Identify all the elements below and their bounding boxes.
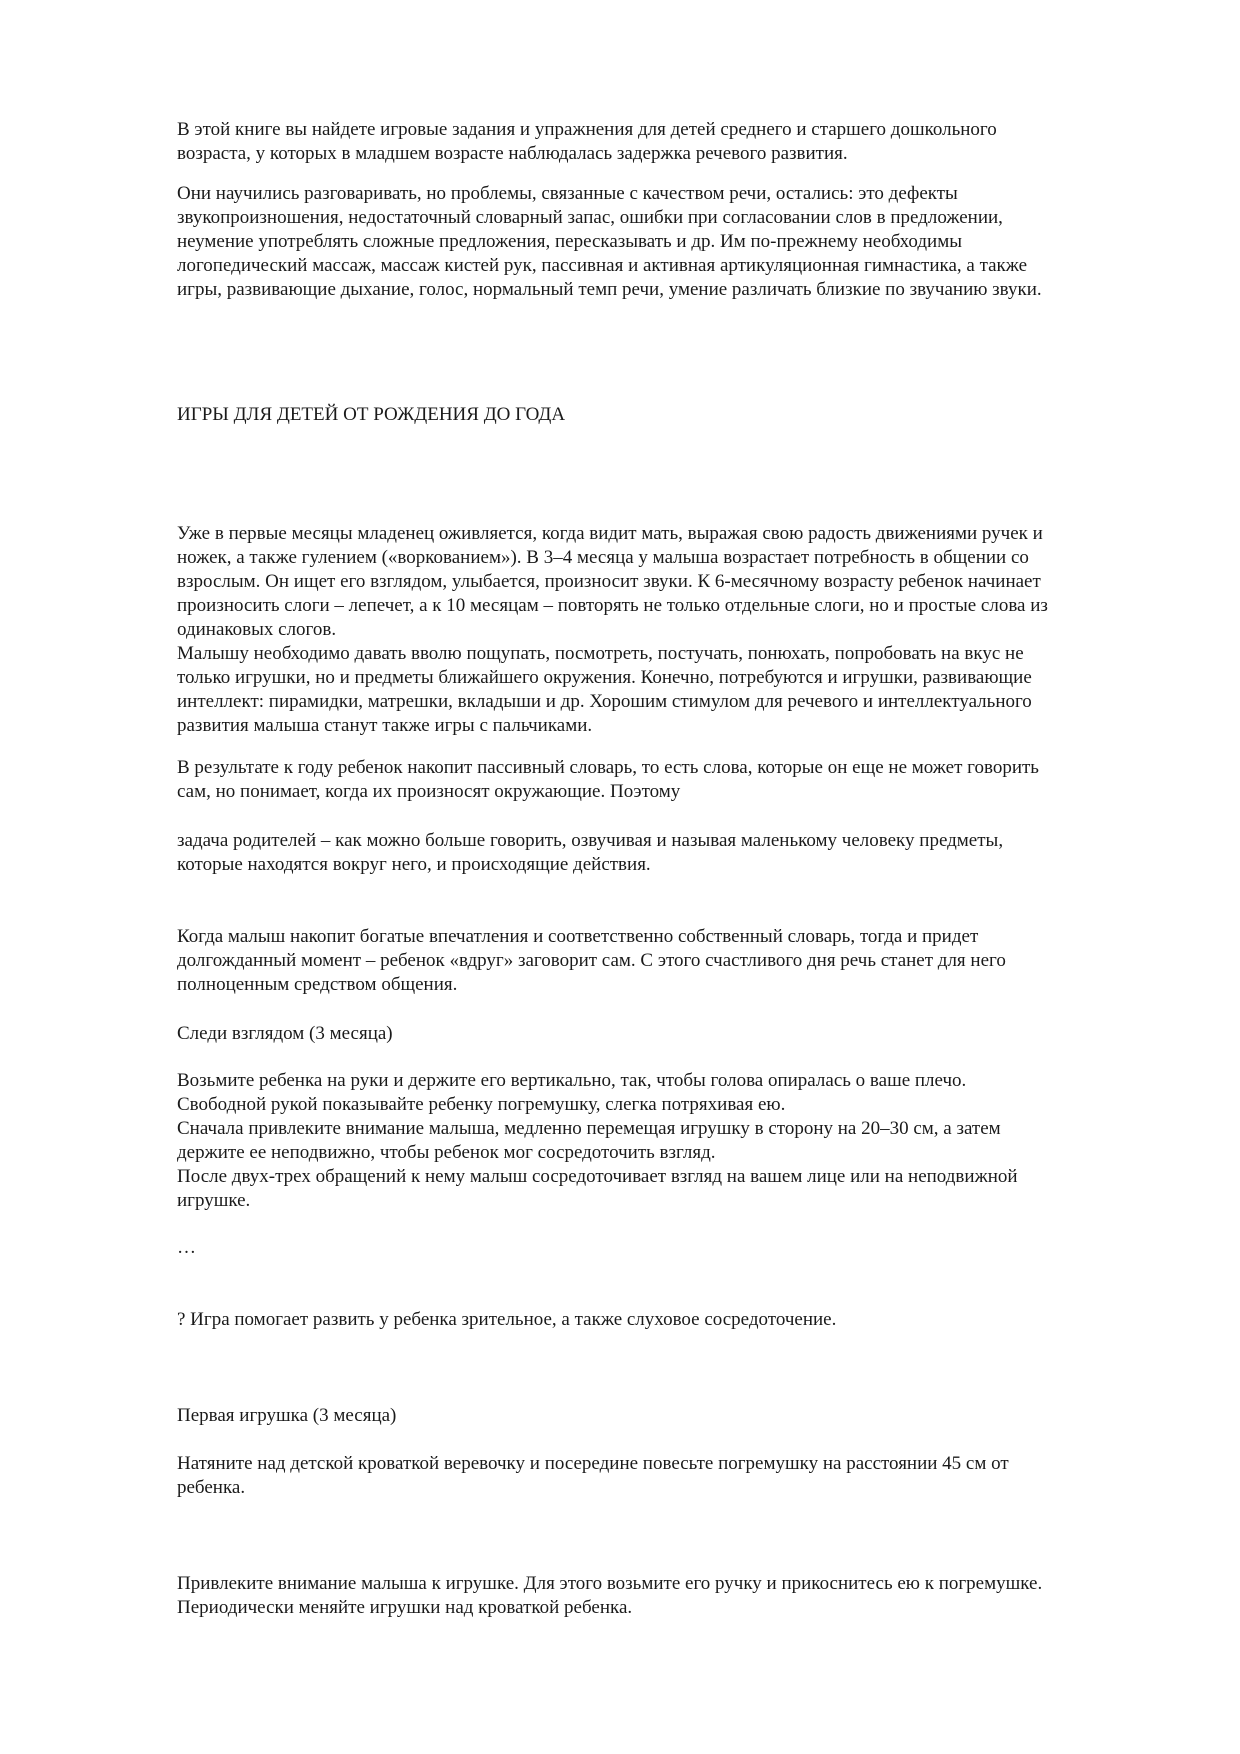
- intro-paragraph: В этой книге вы найдете игровые задания и упражнения для детей среднего и старшего дошкольного возраста, у которых в младшем возрасте наблюдалась задержка речевого развития.: [177, 119, 997, 164]
- game-instructions-first-toy: Натяните над детской кроваткой веревочку и посередине повесьте погремушку на расстоянии 45 см от ребенка.: [177, 1453, 1009, 1498]
- game-title-first-toy: Первая игрушка (3 месяца): [177, 1405, 397, 1426]
- parents-task-paragraph: задача родителей – как можно больше говорить, озвучивая и называя маленькому человеку предметы, которые находятся вокруг него, и происходящие действия.: [177, 830, 1004, 875]
- problems-paragraph: Они научились разговаривать, но проблемы, связанные с качеством речи, остались: это дефекты звукопроизношения, недостаточный словарный запас, ошибки при согласовании слов в предложении, неумение употреблять сложные предложения, пересказывать и др. Им по-прежнему необходимы логопедический массаж, массаж кистей рук, пассивная и активная артикуляционная гимнастика, а также игры, развивающие дыхание, голос, нормальный темп речи, умение различать близкие по звучанию звуки.: [177, 183, 1042, 300]
- game-instructions-attention: Привлеките внимание малыша к игрушке. Для этого возьмите его ручку и прикоснитесь ею к погремушке. Периодически меняйте игрушки над кроваткой ребенка.: [177, 1573, 1043, 1618]
- ellipsis: …: [177, 1237, 196, 1258]
- game-benefit-note: ? Игра помогает развить у ребенка зрительное, а также слуховое сосредоточение.: [177, 1309, 837, 1330]
- development-paragraph: Уже в первые месяцы младенец оживляется, когда видит мать, выражая свою радость движениями ручек и ножек, а также гулением («воркованием»). В 3–4 месяца у малыша возрастает потребность в общении со взрослым. Он ищет его взглядом, улыбается, произносит звуки. К 6-месячному возрасту ребенок начинает произносить слоги – лепечет, а к 10 месяцам – повторять не только отдельные слоги, но и простые слова из одинаковых слогов. Малышу необходимо давать вволю пощупать, посмотреть, постучать, понюхать, попробовать на вкус не только игрушки, но и предметы ближайшего окружения. Конечно, потребуются и игрушки, развивающие интеллект: пирамидки, матрешки, вкладыши и др. Хорошим стимулом для речевого и интеллектуального развития малыша станут также игры с пальчиками.: [177, 523, 1048, 736]
- passive-vocabulary-paragraph: В результате к году ребенок накопит пассивный словарь, то есть слова, которые он еще не может говорить сам, но понимает, когда их произносят окружающие. Поэтому: [177, 757, 1039, 802]
- section-heading: ИГРЫ ДЛЯ ДЕТЕЙ ОТ РОЖДЕНИЯ ДО ГОДА: [177, 404, 566, 425]
- first-words-paragraph: Когда малыш накопит богатые впечатления и соответственно собственный словарь, тогда и придет долгожданный момент – ребенок «вдруг» заговорит сам. С этого счастливого дня речь станет для него полноценным средством общения.: [177, 926, 1006, 995]
- game-instructions-follow-gaze: Возьмите ребенка на руки и держите его вертикально, так, чтобы голова опиралась о ваше плечо. Свободной рукой показывайте ребенку погремушку, слегка потряхивая ею. Сначала привлеките внимание малыша, медленно перемещая игрушку в сторону на 20–30 см, а затем держите ее неподвижно, чтобы ребенок мог сосредоточить взгляд. После двух-трех обращений к нему малыш сосредоточивает взгляд на вашем лице или на неподвижной игрушке.: [177, 1070, 1018, 1211]
- game-title-follow-gaze: Следи взглядом (3 месяца): [177, 1023, 393, 1044]
